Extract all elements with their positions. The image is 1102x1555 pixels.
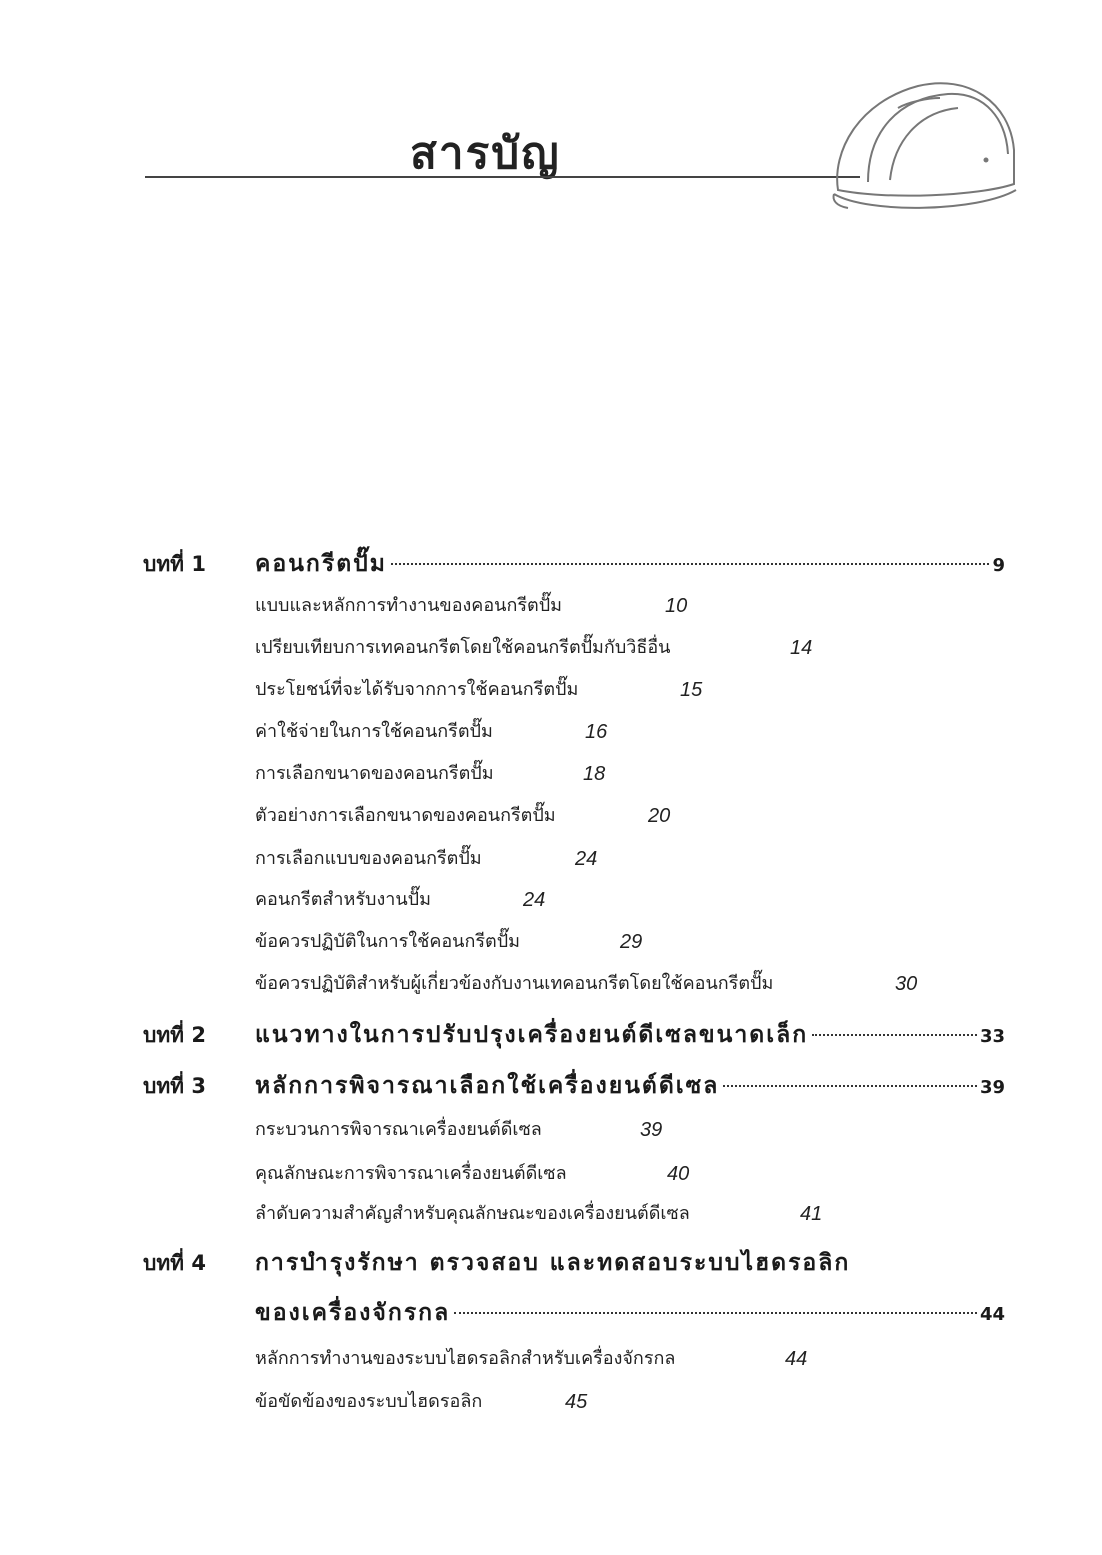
chapter-2-label: บทที่ 2: [143, 1023, 206, 1047]
chapter-4-page: 44: [979, 1304, 1005, 1325]
toc-entry-text: ตัวอย่างการเลือกขนาดของคอนกรีตปั๊ม: [255, 805, 556, 826]
toc-entry[interactable]: [255, 1388, 588, 1416]
chapter-4-row-cont[interactable]: [143, 1295, 1005, 1331]
toc-entry-text: ลำดับความสำคัญสำหรับคุณลักษณะของเครื่องยนต์ดีเซล: [255, 1203, 690, 1224]
toc-entry[interactable]: [255, 970, 918, 998]
toc-entry-page: 15: [680, 679, 703, 701]
toc-entry[interactable]: [255, 1200, 823, 1228]
toc-entry[interactable]: [255, 1116, 663, 1144]
chapter-4-label: บทที่ 4: [143, 1251, 206, 1275]
dot-leader: [812, 1034, 977, 1036]
toc-entry-page: 24: [523, 889, 546, 911]
chapter-3-page: 39: [979, 1077, 1005, 1098]
toc-entry-text: คุณลักษณะการพิจารณาเครื่องยนต์ดีเซล: [255, 1163, 567, 1184]
toc-entry-page: 20: [648, 805, 671, 827]
toc-entry[interactable]: [255, 928, 643, 956]
chapter-4-title-line2: ของเครื่องจักรกล: [255, 1300, 451, 1326]
chapter-1-page: 9: [992, 555, 1005, 576]
dot-leader: [723, 1085, 977, 1087]
toc-entry-page: 39: [640, 1119, 663, 1141]
toc-entry-text: กระบวนการพิจารณาเครื่องยนต์ดีเซล: [255, 1119, 542, 1140]
toc-entry[interactable]: [255, 1160, 690, 1188]
toc-entry-page: 10: [665, 595, 688, 617]
toc-entry-page: 45: [565, 1391, 588, 1413]
toc-entry[interactable]: [255, 760, 606, 788]
toc-entry-page: 30: [895, 973, 918, 995]
toc-entry-text: เปรียบเทียบการเทคอนกรีตโดยใช้คอนกรีตปั๊มกับวิธีอื่น: [255, 637, 671, 658]
hard-hat-icon: [828, 72, 1020, 220]
toc-entry[interactable]: [255, 634, 813, 662]
toc-entry-page: 40: [667, 1163, 690, 1185]
chapter-3-row[interactable]: [143, 1068, 1005, 1104]
toc-entry-text: ข้อควรปฏิบัติในการใช้คอนกรีตปั๊ม: [255, 931, 521, 952]
chapter-2-page: 33: [979, 1026, 1005, 1047]
chapter-3-label: บทที่ 3: [143, 1074, 206, 1098]
toc-entry[interactable]: [255, 676, 703, 704]
toc-entry-text: ประโยชน์ที่จะได้รับจากการใช้คอนกรีตปั๊ม: [255, 679, 579, 700]
dot-leader: [454, 1312, 977, 1314]
chapter-3-title: หลักการพิจารณาเลือกใช้เครื่องยนต์ดีเซล: [255, 1073, 720, 1099]
title-underline: [145, 176, 860, 178]
toc-entry[interactable]: [255, 1345, 808, 1373]
toc-entry-text: ค่าใช้จ่ายในการใช้คอนกรีตปั๊ม: [255, 721, 493, 742]
toc-entry-text: ข้อขัดข้องของระบบไฮดรอลิก: [255, 1391, 483, 1412]
toc-entry-text: การเลือกแบบของคอนกรีตปั๊ม: [255, 848, 482, 869]
toc-entry-page: 41: [800, 1203, 823, 1225]
chapter-1-label: บทที่ 1: [143, 552, 206, 576]
toc-entry-text: การเลือกขนาดของคอนกรีตปั๊ม: [255, 763, 494, 784]
chapter-2-row[interactable]: [143, 1017, 1005, 1053]
toc-entry-text: คอนกรีตสำหรับงานปั๊ม: [255, 889, 431, 910]
toc-entry-page: 29: [620, 931, 643, 953]
toc-entry[interactable]: [255, 802, 671, 830]
toc-entry-page: 24: [575, 848, 598, 870]
dot-leader: [391, 563, 990, 565]
toc-entry-text: หลักการทำงานของระบบไฮดรอลิกสำหรับเครื่องจักรกล: [255, 1348, 676, 1369]
chapter-4-row[interactable]: [143, 1245, 1005, 1281]
chapter-2-title: แนวทางในการปรับปรุงเครื่องยนต์ดีเซลขนาดเล็ก: [255, 1022, 809, 1048]
toc-entry-page: 44: [785, 1348, 808, 1370]
toc-entry-page: 14: [790, 637, 813, 659]
toc-entry[interactable]: [255, 718, 608, 746]
chapter-4-title-line1: การบำรุงรักษา ตรวจสอบ และทดสอบระบบไฮดรอลิก: [255, 1250, 851, 1276]
page-title: สารบัญ: [410, 128, 561, 179]
toc-entry[interactable]: [255, 886, 546, 914]
toc-entry-text: ข้อควรปฏิบัติสำหรับผู้เกี่ยวข้องกับงานเทคอนกรีตโดยใช้คอนกรีตปั๊ม: [255, 973, 774, 994]
toc-entry[interactable]: [255, 592, 688, 620]
toc-entry-page: 18: [583, 763, 606, 785]
toc-entry-text: แบบและหลักการทำงานของคอนกรีตปั๊ม: [255, 595, 563, 616]
chapter-1-row[interactable]: [143, 546, 1005, 582]
chapter-1-title: คอนกรีตปั๊ม: [255, 551, 387, 577]
toc-entry-page: 16: [585, 721, 608, 743]
toc-entry[interactable]: [255, 845, 598, 873]
